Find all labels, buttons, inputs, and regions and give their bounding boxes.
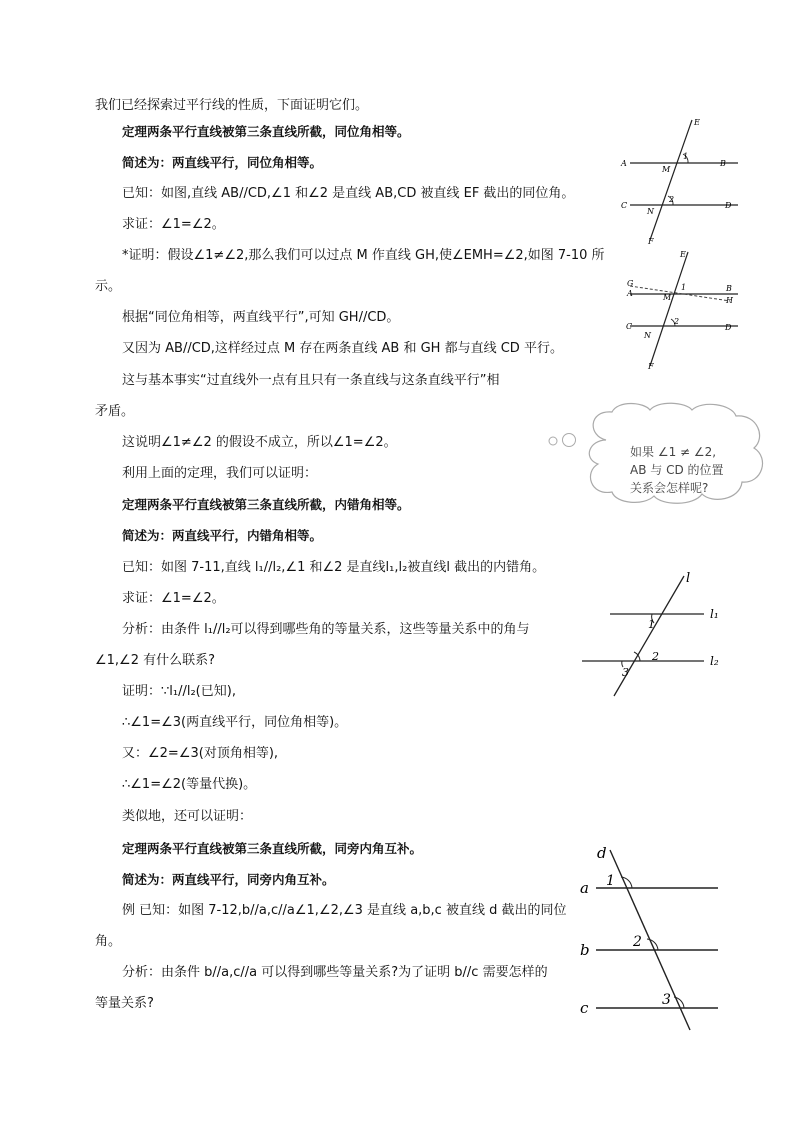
proof-1-line-4: 又因为 AB//CD,这样经过点 M 存在两条直线 AB 和 GH 都与直线 CD 平行。 bbox=[122, 341, 563, 356]
figure-parallel-lines-ef bbox=[612, 112, 742, 252]
given-1: 已知：如图,直线 AB//CD,∠1 和∠2 是直线 AB,CD 被直线 EF 截出的同位角。 bbox=[122, 186, 575, 201]
label-angle-2: 2 bbox=[652, 650, 659, 663]
label-c: C bbox=[626, 322, 633, 331]
label-d: d bbox=[597, 844, 607, 862]
label-a: A bbox=[627, 289, 633, 298]
label-b: b bbox=[580, 941, 590, 959]
label-angle-3: 3 bbox=[622, 666, 629, 679]
bubble-line-2: AB 与 CD 的位置 bbox=[630, 463, 724, 477]
label-n: N bbox=[647, 207, 654, 216]
label-angle-3: 3 bbox=[662, 992, 671, 1008]
label-a: a bbox=[580, 879, 589, 897]
theorem-3: 定理两条平行直线被第三条直线所截，同旁内角互补。 bbox=[122, 841, 423, 856]
label-h: H bbox=[726, 296, 733, 305]
label-l1: l₁ bbox=[710, 607, 719, 621]
proof-1-conclusion: 这说明∠1≠∠2 的假设不成立，所以∠1=∠2。 bbox=[122, 435, 397, 450]
example-analysis-line-2: 等量关系? bbox=[95, 996, 154, 1011]
similar-text: 类似地，还可以证明： bbox=[122, 809, 253, 824]
label-f: F bbox=[648, 237, 654, 246]
proof-1-line-2: 示。 bbox=[95, 279, 122, 294]
proof-1-line-1: *证明：假设∠1≠∠2,那么我们可以过点 M 作直线 GH,使∠EMH=∠2,如图 7-10 所 bbox=[122, 248, 605, 263]
intro-text: 我们已经探索过平行线的性质，下面证明它们。 bbox=[95, 98, 369, 113]
label-e: E bbox=[694, 118, 700, 127]
thought-bubble bbox=[546, 400, 776, 520]
proof-2-line-4: ∴∠1=∠2(等量代换)。 bbox=[122, 777, 257, 792]
given-2: 已知：如图 7-11,直线 l₁//l₂,∠1 和∠2 是直线l₁,l₂被直线l 截出的内错角。 bbox=[122, 560, 546, 575]
label-l: l bbox=[686, 571, 691, 586]
label-m: M bbox=[662, 165, 671, 174]
analysis-2-line-1: 分析：由条件 l₁//l₂可以得到哪些角的等量关系，这些等量关系中的角与 bbox=[122, 622, 530, 637]
proof-2-line-3: 又：∠2=∠3(对顶角相等), bbox=[122, 746, 279, 761]
proof-1-line-6: 矛盾。 bbox=[95, 404, 135, 419]
label-angle-2: 2 bbox=[633, 934, 642, 950]
label-c: c bbox=[580, 999, 589, 1017]
theorem-1: 定理两条平行直线被第三条直线所截，同位角相等。 bbox=[122, 124, 410, 139]
label-angle-2: 2 bbox=[674, 317, 680, 326]
bubble-line-1: 如果 ∠1 ≠ ∠2, bbox=[630, 445, 717, 459]
label-g: G bbox=[627, 279, 634, 288]
proof-1-line-3: 根据“同位角相等，两直线平行”,可知 GH//CD。 bbox=[122, 310, 400, 325]
proof-1-line-5: 这与基本事实“过直线外一点有且只有一条直线与这条直线平行”相 bbox=[122, 373, 500, 388]
bubble-line-3: 关系会怎样呢? bbox=[630, 481, 709, 495]
analysis-2-line-2: ∠1,∠2 有什么联系? bbox=[95, 653, 216, 668]
label-angle-1: 1 bbox=[648, 618, 655, 631]
theorem-1-summary: 简述为：两直线平行，同位角相等。 bbox=[122, 155, 323, 170]
label-c: C bbox=[621, 201, 628, 210]
theorem-2-summary: 简述为：两直线平行，内错角相等。 bbox=[122, 528, 323, 543]
theorem-3-summary: 简述为：两直线平行，同旁内角互补。 bbox=[122, 872, 335, 887]
transition-text: 利用上面的定理，我们可以证明： bbox=[122, 466, 318, 481]
label-d: D bbox=[725, 323, 732, 332]
label-angle-2: 2 bbox=[669, 195, 675, 204]
label-angle-1: 1 bbox=[681, 283, 687, 292]
figure-alternate-angles bbox=[580, 566, 740, 706]
label-angle-1: 1 bbox=[683, 152, 689, 161]
label-n: N bbox=[644, 331, 651, 340]
label-b: B bbox=[720, 159, 726, 168]
proof-2-line-1: 证明：∵l₁//l₂(已知), bbox=[122, 684, 236, 699]
label-d: D bbox=[725, 201, 732, 210]
example-line-1: 例 已知：如图 7-12,b//a,c//a∠1,∠2,∠3 是直线 a,b,c 被直线 d 截出的同位 bbox=[122, 903, 567, 918]
example-analysis-line-1: 分析：由条件 b//a,c//a 可以得到哪些等量关系?为了证明 b//c 需要怎样的 bbox=[122, 965, 548, 980]
prove-1: 求证：∠1=∠2。 bbox=[122, 217, 225, 232]
label-angle-1: 1 bbox=[606, 873, 615, 889]
example-line-2: 角。 bbox=[95, 934, 122, 949]
prove-2: 求证：∠1=∠2。 bbox=[122, 591, 225, 606]
label-a: A bbox=[621, 159, 627, 168]
theorem-2: 定理两条平行直线被第三条直线所截，内错角相等。 bbox=[122, 497, 410, 512]
figure-assumption-gh bbox=[612, 244, 742, 374]
label-b: B bbox=[726, 284, 732, 293]
label-f: F bbox=[648, 362, 654, 371]
figure-corresponding-angles bbox=[572, 840, 732, 1035]
label-m: M bbox=[663, 293, 672, 302]
proof-2-line-2: ∴∠1=∠3(两直线平行，同位角相等)。 bbox=[122, 715, 348, 730]
label-l2: l₂ bbox=[710, 654, 719, 668]
label-e: E bbox=[680, 250, 686, 259]
